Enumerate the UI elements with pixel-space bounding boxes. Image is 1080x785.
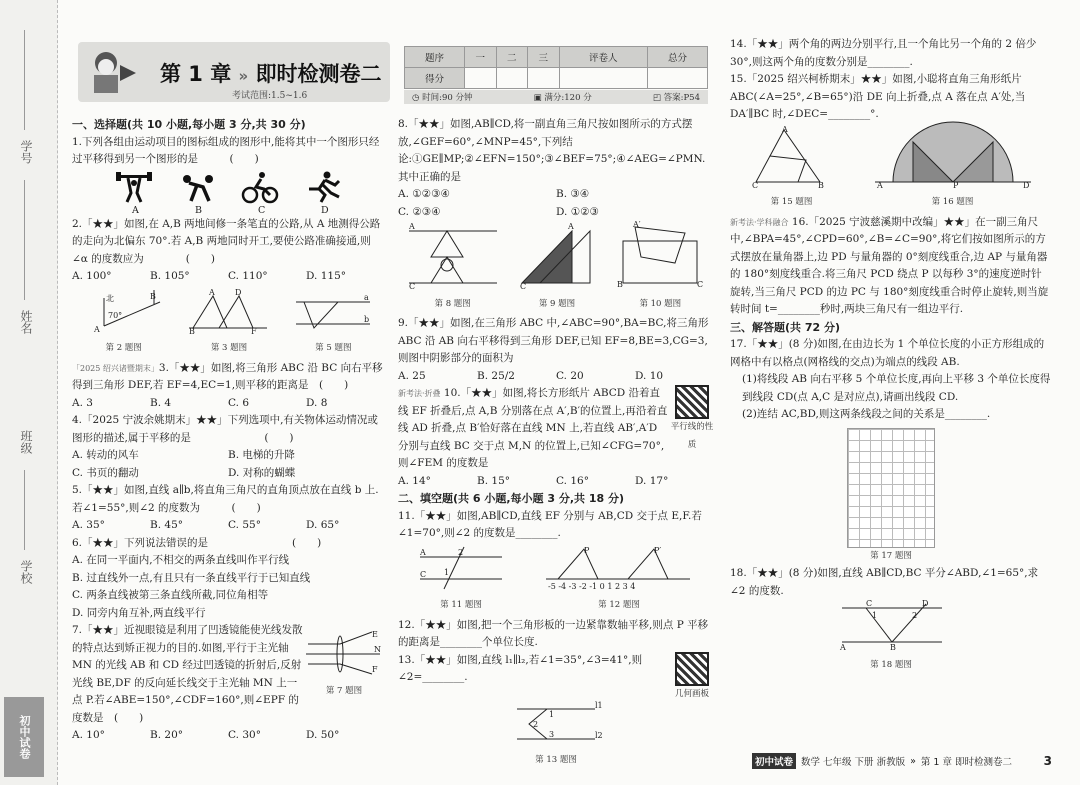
option[interactable]: B. 15° [477,474,511,487]
brand-logo: 初中试卷 [4,697,44,777]
score-header: 题序 [405,47,465,68]
footer-brand: 初中试卷 [752,753,796,769]
svg-text:A: A [208,287,215,297]
page-footer [752,752,1052,770]
svg-text:A: A [876,180,883,190]
double-chevron-icon: » [910,755,916,767]
question-18: 18.「★★」(8 分)如图,直线 AB∥CD,BC 平分∠ABD,∠1=65°,求∠2 的度数. [730,567,1039,597]
question-2: 2.「★★」如图,在 A,B 两地间修一条笔直的公路,从 A 地测得公路的走向为北偏东 70°.若 A,B 两地同时开工,要使公路准确接通,则∠α 的度数应为 ( ) [72,217,381,265]
svg-text:C: C [751,180,758,190]
svg-text:b: b [364,314,370,324]
qr-caption: 几何画板 [674,688,709,699]
svg-text:1: 1 [872,611,878,620]
score-header: 总分 [647,47,707,68]
score-cell[interactable] [559,68,647,89]
option[interactable]: D. 50° [306,729,340,741]
q3-options [72,395,384,413]
option[interactable]: C. 30° [228,729,261,741]
svg-text:-5 -4 -3 -2 -1 0 1 2 3 4: -5 -4 -3 -2 -1 0 1 2 3 4 [548,581,636,591]
question-9: 9.「★★」如图,在三角形 ABC 中,∠ABC=90°,BA=BC,将三角形 ABC 沿 AB 向右平移得到三角形 DEF,已知 EF=8,BE=3,CG=3,则图中阴影部分的面积为 [398,317,709,364]
q7-diagram [304,628,382,676]
option[interactable]: B. 电梯的升降 [228,449,295,461]
q15-diagram [750,126,834,188]
svg-text:l2: l2 [595,731,603,740]
section-title: 三、解答题(共 72 分) [730,320,841,334]
option[interactable]: A. 25 [398,369,426,382]
option[interactable]: B. 过直线外一点,有且只有一条直线平行于已知直线 [72,571,311,584]
q8-options-row2 [398,204,714,222]
q18-figure [730,600,1052,674]
figure-caption: 第 8 题图 [434,298,471,309]
option[interactable]: A. 在同一平面内,不相交的两条直线叫作平行线 [72,554,290,566]
test-title: 即时检测卷二 [255,62,382,86]
option[interactable]: A. 14° [398,474,431,487]
student-id-label: 学号 [19,140,33,164]
svg-text:2: 2 [533,720,539,729]
q8-10-figures [398,220,714,313]
option[interactable]: C. 书页的翻动 [72,466,139,479]
svg-text:A′: A′ [633,220,641,229]
svg-text:D: D [1022,180,1029,190]
option[interactable]: D [321,204,329,216]
class-label: 班级 [19,430,33,454]
q8-options-row1 [398,186,714,204]
svg-text:A: A [408,222,415,231]
option[interactable]: C. 16° [556,474,589,487]
q5-diagram [294,288,372,334]
option[interactable]: A. 3 [72,396,93,409]
column-middle [398,116,714,769]
svg-text:3: 3 [549,730,555,739]
option[interactable]: D. 8 [306,396,328,409]
svg-text:A: A [93,324,100,334]
figure-caption: 第 7 题图 [325,685,363,696]
option[interactable]: A [132,204,139,216]
q4-options-row2 [72,465,384,483]
q4-options-row1 [72,447,384,465]
option[interactable]: B [195,204,202,216]
option[interactable]: D. 10 [635,369,664,382]
binding-strip [0,0,58,785]
q8-diagram [407,223,499,289]
svg-text:2: 2 [458,547,464,557]
option[interactable]: C. ②③④ [398,205,441,218]
q2-figures [72,288,384,358]
new-method-tag: 新考法·折叠 [398,389,441,398]
question-10-block [398,385,714,473]
option[interactable]: B. 45° [150,519,184,531]
option[interactable]: B. 105° [150,270,190,282]
option[interactable]: D. 65° [306,519,340,531]
qr-block [670,385,714,473]
svg-text:a: a [364,292,370,302]
new-method-tag: 新考法·学科融合 [730,217,789,227]
q2-diagram [84,288,164,334]
svg-text:F: F [250,326,257,336]
time-limit: ◷ 时间:90 分钟 [412,93,473,103]
svg-text:D: D [234,287,242,297]
q11-12-figures [398,545,714,615]
option[interactable]: D. 对称的蝴蝶 [228,466,296,479]
q13-diagram [511,703,601,745]
svg-text:C: C [866,599,873,608]
question-13: 13.「★★」如图,直线 l₁∥l₂,若∠1=35°,∠3=41°,则∠2=________. [398,653,643,683]
svg-text:1: 1 [549,710,555,719]
score-header: 三 [528,47,560,68]
option[interactable]: D. 同旁内角互补,两直线平行 [72,606,206,619]
qr-code-icon[interactable] [675,652,709,686]
svg-text:C: C [697,280,704,289]
q5-options [72,517,384,535]
option[interactable]: B. 20° [150,729,184,741]
q12-diagram [544,545,694,591]
svg-text:A: A [781,124,788,134]
svg-text:N: N [374,645,381,654]
figure-caption: 第 13 题图 [535,754,577,765]
svg-text:2: 2 [912,611,918,620]
svg-text:B: B [149,291,156,301]
question-7-block [72,622,384,727]
q10-diagram [615,220,705,289]
svg-text:B: B [817,180,824,190]
question-17-part2: (2)连结 AC,BD,则这两条线段之间的关系是________. [742,408,991,420]
qr-caption: 平行线的性质 [670,422,714,450]
q1-figure [72,171,384,203]
question-17: 17.「★★」(8 分)如图,在由边长为 1 个单位长度的小正方形组成的网格中有以格点(网格线的交点)为端点的线段 AB. [730,338,1045,368]
figure-caption: 第 18 题图 [870,659,912,670]
question-16: 新考法·学科融合 16.「2025 宁波慈溪期中改编」★★」在一副三角尺中,∠BPA=45°,∠CPD=60°,∠B=∠C=90°,将它们按如图所示的方式摆放在量角器上,边 PD 与量角器的 0°刻度线重合,边 AP 与量角器的 180°刻度线重合.将三角尺 PCD 绕点 P 以每秒 3°的速度逆时针旋转,当三角尺 PCD 的边 PC 与 180°刻度线重合时停止旋转,则当旋转时间 t=________秒时,两块三角尺有一组边平行. [730,215,1049,315]
figure-caption: 第 3 题图 [210,343,248,353]
name-line [24,180,25,300]
exam-info-bar [404,90,708,104]
option[interactable]: A. ①②③④ [398,188,450,200]
question-15: 15.「2025 绍兴柯桥期末」★★」如图,小聪将直角三角形纸片 ABC(∠A=25°,∠B=65°)沿 DE 向上折叠,点 A 落在点 A′处,当 DA′∥BC 时,∠DEC=________°. [730,73,1026,120]
q18-diagram [836,600,946,650]
q3-diagram [187,288,271,334]
q7-options [72,727,384,745]
figure-caption: 第 10 题图 [639,298,682,309]
svg-text:P′: P′ [654,545,662,555]
option[interactable]: C. 110° [228,270,268,282]
score-header: 一 [464,47,496,68]
question-14: 14.「★★」两个角的两边分别平行,且一个角比另一个角的 2 倍少 30°,则这两个角的度数分别是________. [730,38,1037,68]
option[interactable]: A. 转动的风车 [72,449,139,461]
question-11: 11.「★★」如图,AB∥CD,直线 EF 分别与 AB,CD 交于点 E,F.若∠1=70°,则∠2 的度数是________. [398,509,702,539]
figure-caption: 第 2 题图 [105,343,142,353]
figure-caption: 第 11 题图 [440,600,482,610]
page-title [160,58,382,88]
option[interactable]: D. 17° [635,474,669,487]
name-label: 姓名 [19,310,33,334]
column-left [72,116,384,745]
question-1: 1.下列各组由运动项目的图标组成的图形中,能将其中一个图形只经过平移得到另一个图形的是 ( ) [72,135,380,165]
question-6: 6.「★★」下列说法错误的是 ( ) [72,536,322,549]
option[interactable]: A. 35° [72,519,105,531]
option[interactable]: C. 20 [556,369,584,382]
chapter-label: 第 1 章 [160,62,232,86]
footer-subject: 数学 七年级 下册 浙教版 [801,757,906,768]
q16-diagram [873,126,1033,188]
figure-caption: 第 16 题图 [931,197,974,207]
qr-code-icon[interactable] [675,385,709,419]
figure-caption: 第 12 题图 [598,600,640,610]
option[interactable]: B. ③④ [556,188,590,200]
q17-grid[interactable] [847,428,935,548]
figure-caption: 第 17 题图 [870,550,912,561]
svg-text:C: C [519,282,527,291]
question-17-part1: (1)将线段 AB 向右平移 5 个单位长度,再向上平移 3 个单位长度得到线段 CD(点 A,C 是对应点),请画出线段 CD. [742,373,1051,403]
svg-text:P: P [952,180,958,190]
svg-text:A: A [840,643,846,652]
svg-text:B: B [188,326,195,336]
q15-16-figures [730,126,1052,212]
score-cell[interactable] [528,68,560,89]
score-header: 评卷人 [559,47,647,68]
svg-text:C: C [420,569,427,579]
question-7: 7.「★★」近视眼镜是利用了凹透镜能使光线发散的特点达到矫正视力的目的.如图,平行于主光轴 MN 的光线 AB 和 CD 经过凹透镜的折射后,反射光线 BE,DF 的反向延长线交于主光轴 MN 上一点 P.若∠ABE=150°,∠CDF=160°,则∠EPF 的度数是 ( ) [72,624,303,724]
running-icon [305,171,341,203]
q13-figure [398,703,714,769]
qr-block [670,652,714,704]
footer-chapter: 第 1 章 即时检测卷二 [920,757,1012,768]
q9-options [398,368,714,386]
svg-text:E: E [372,630,378,639]
svg-text:B: B [617,280,624,289]
svg-text:A: A [420,547,426,557]
cycling-icon [242,171,278,203]
question-12: 12.「★★」如图,把一个三角形板的一边紧靠数轴平移,则点 P 平移的距离是________个单位长度. [398,618,709,648]
answer-page: ◰ 答案:P54 [652,93,700,103]
svg-text:l1: l1 [595,701,603,710]
question-4: 4.「2025 宁波余姚期末」★★」下列选项中,有关物体运动情况或图形的描述,属于平移的是 ( ) [72,414,378,444]
column-right [730,36,1052,674]
chevron-right-icon: » [238,67,249,85]
volleyball-icon [179,171,215,203]
figure-caption: 第 15 题图 [770,197,813,207]
option[interactable]: A. 10° [72,729,105,741]
svg-text:F: F [372,665,378,674]
source-tag: 「2025 绍兴诸暨期末」 [72,363,159,373]
q7-figure [304,622,384,727]
section-title: 二、填空题(共 6 小题,每小题 3 分,共 18 分) [398,492,625,505]
score-cell[interactable] [496,68,528,89]
score-header: 二 [496,47,528,68]
option[interactable]: C. 55° [228,519,261,531]
svg-text:B: B [890,643,896,652]
svg-text:北: 北 [105,293,114,303]
q10-options [398,473,714,491]
score-row-label: 得分 [405,68,465,89]
question-8: 8.「★★」如图,AB∥CD,将一副直角三角尺按如图所示的方式摆放,∠GEF=60°,∠MNP=45°,下列结论:①GE∥MP;②∠EFN=150°;③∠BEF=75°;④∠AEG=∠PMN.其中正确的是 [398,118,706,183]
q9-diagram [516,223,598,289]
q11-diagram [418,545,504,591]
svg-text:P: P [584,545,590,555]
option[interactable]: C [258,204,266,216]
score-table [404,46,708,89]
figure-caption: 第 9 题图 [538,298,576,309]
option[interactable]: C. 两条直线被第三条直线所截,同位角相等 [72,589,269,601]
mascot-illustration [80,43,140,101]
svg-text:70°: 70° [107,310,122,320]
option[interactable]: C. 6 [228,396,250,409]
section-title: 一、选择题(共 10 小题,每小题 3 分,共 30 分) [72,118,306,131]
score-cell[interactable] [464,68,496,89]
school-label: 学校 [19,560,33,584]
svg-text:C: C [408,282,415,291]
option[interactable]: A. 100° [72,270,112,282]
full-score: ▣ 满分:120 分 [533,93,592,103]
weightlifting-icon [116,171,152,203]
svg-text:1: 1 [444,567,450,577]
figure-caption: 第 5 题图 [315,343,352,353]
page-number: 3 [1043,754,1052,768]
q1-options [72,205,384,216]
q2-options [72,268,384,286]
class-line [24,470,25,550]
score-cell[interactable] [647,68,707,89]
option[interactable]: B. 25/2 [477,369,515,382]
option[interactable]: B. 4 [150,396,172,409]
student-id-line [24,30,25,130]
question-5: 5.「★★」如图,直线 a∥b,将直角三角尺的直角顶点放在直线 b 上.若∠1=55°,则∠2 的度数为 ( ) [72,484,379,514]
exam-range: 考试范围:1.5~1.6 [232,91,308,101]
question-10: 新考法·折叠 10.「★★」如图,将长方形纸片 ABCD 沿着直线 EF 折叠后,点 A,B 分别落在点 A′,B′的位置上,再沿着直线 AD 折叠,点 B′恰好落在直线 MN 上,若直线 AB′,A′D 分别与直线 BC 交于点 M,N 的位置上,已知∠CFG=70°,则∠FEM 的度数是 [398,387,668,469]
question-3: 「2025 绍兴诸暨期末」3.「★★」如图,将三角形 ABC 沿 BC 向右平移得到三角形 DEF,若 EF=4,EC=1,则平移的距离是 ( ) [72,361,383,391]
svg-text:D: D [922,599,929,608]
option[interactable]: D. 115° [306,270,347,282]
question-13-block [398,652,714,704]
option[interactable]: D. ①②③ [556,205,599,218]
svg-text:A: A [567,222,574,231]
